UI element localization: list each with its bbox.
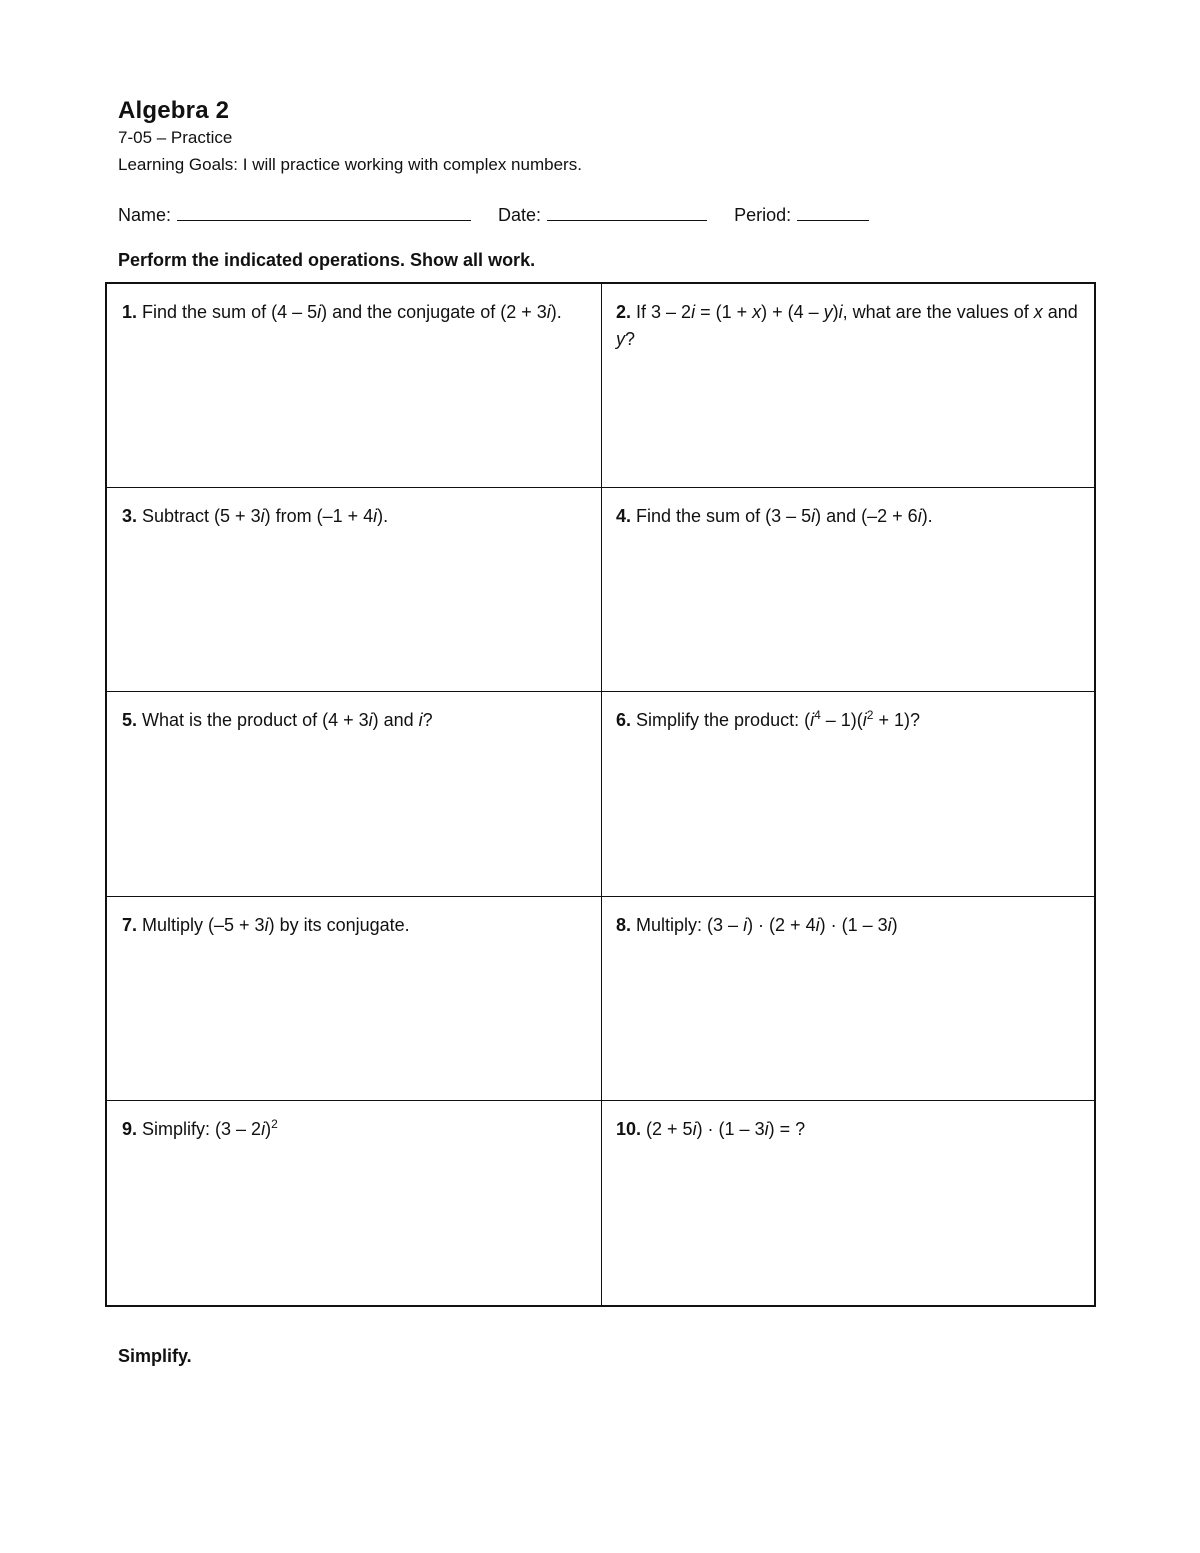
problem-number: 4. (616, 506, 632, 527)
problem-number: 10. (616, 1118, 642, 1139)
problem-number: 8. (616, 914, 632, 935)
problem-number: 6. (616, 710, 632, 731)
period-blank[interactable] (797, 203, 869, 221)
problem-grid (105, 282, 1096, 1307)
problem-number: 3. (122, 506, 138, 527)
date-blank[interactable] (547, 203, 707, 221)
problem-cell[interactable]: 10. (2 + 5i) · (1 – 3i) = ? (616, 1118, 806, 1139)
problem-cell[interactable]: 8. Multiply: (3 – i) · (2 + 4i) · (1 – 3i) (602, 897, 1094, 1101)
problem-cell[interactable]: 6. Simplify the product: $(i^4 - 1)(i^2 + 1)$? (602, 692, 1094, 896)
period-label: Period: (734, 205, 792, 225)
problem-cell[interactable]: 7. Multiply (–5 + 3i) by its conjugate. (107, 897, 602, 1101)
problem-number: 5. (122, 710, 138, 731)
problem-number: 9. (122, 1118, 138, 1139)
student-info-fields (118, 203, 869, 226)
problem-cell[interactable]: 1. Find the sum of (4 – 5i) and the conjugate of (2 + 3i). (107, 284, 602, 488)
problem-cell[interactable]: 5. What is the product of (4 + 3i) and i? (107, 692, 602, 896)
problem-cell[interactable]: 4. Find the sum of (3 – 5i) and (–2 + 6i). (602, 488, 1094, 692)
problem-cell[interactable]: 2. If 3 – 2i = (1 + x) + (4 – y)i, what are the values of x and y? (602, 284, 1094, 488)
problem-number: 2. (616, 302, 632, 322)
learning-goals: Learning Goals: I will practice working with complex numbers. (118, 155, 582, 174)
problem-cell[interactable]: 9. Simplify: (3 – 2i)$^2$ (107, 1101, 602, 1305)
date-label: Date: (498, 205, 542, 225)
problem-number: 1. (122, 302, 138, 322)
name-label: Name: (118, 205, 172, 225)
worksheet-subtitle: 7-05 – Practice (118, 128, 233, 147)
instructions: Perform the indicated operations. Show all work. (118, 250, 536, 270)
name-blank[interactable] (177, 203, 471, 221)
page-title: Algebra 2 (118, 97, 230, 124)
problem-cell[interactable]: 3. Subtract (5 + 3i) from (–1 + 4i). (107, 488, 602, 692)
section-heading: Simplify. (118, 1346, 192, 1366)
problem-number: 7. (122, 914, 138, 935)
